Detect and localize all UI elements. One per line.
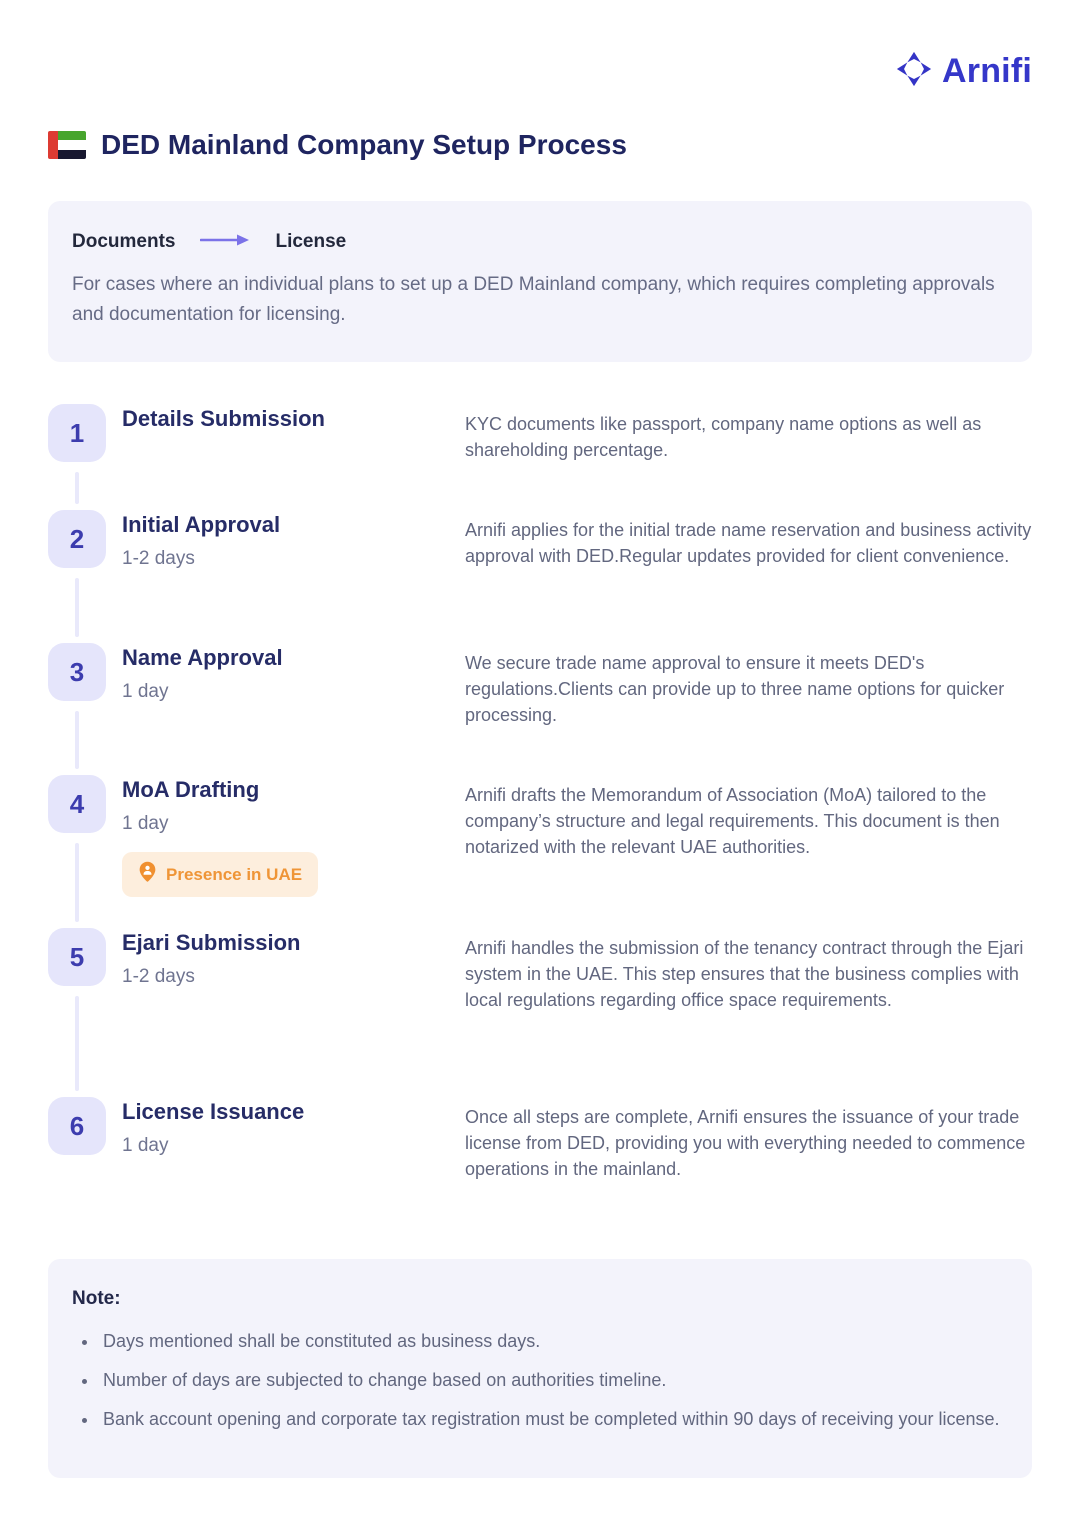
step-title: Name Approval [122,645,283,670]
step-license-issuance [48,1097,1032,1197]
note-item: • Days mentioned shall be constituted as business days. [99,1327,1004,1355]
step-title: License Issuance [122,1099,305,1124]
note-heading: Note: [72,1288,121,1309]
overview-flow [72,231,1004,253]
step-title: Initial Approval [122,512,281,537]
step-number-badge: 1 [48,404,106,462]
step-description: Arnifi applies for the initial trade name reservation and business activity approval with DED.Regular updates provided for client convenience. [465,520,1032,566]
timeline-connector [75,711,79,769]
brand-logo [895,50,1032,93]
flow-from-label: Documents [72,231,176,252]
presence-in-uae-badge [122,852,318,897]
step-initial-approval [48,510,1032,643]
step-name-approval [48,643,1032,775]
step-title: Details Submission [122,406,325,431]
step-duration: 1-2 days [122,966,195,987]
step-description: Arnifi drafts the Memorandum of Association (MoA) tailored to the company’s structure and legal requirements. This document is then notarized with the relevant UAE authorities. [465,785,1000,857]
step-title: Ejari Submission [122,930,301,955]
overview-panel [48,201,1032,362]
timeline-connector [75,843,79,922]
timeline-connector [75,996,79,1091]
note-item: • Number of days are subjected to change based on authorities timeline. [99,1366,1004,1394]
steps-timeline [48,404,1032,1197]
timeline-connector [75,472,79,504]
step-description: We secure trade name approval to ensure it meets DED's regulations.Clients can provide up to three name options for quicker processing. [465,653,1005,725]
arrow-right-icon [200,231,250,253]
uae-flag-icon [48,131,86,159]
note-list [72,1327,1004,1433]
presence-badge-label: Presence in UAE [166,864,303,884]
step-duration: 1-2 days [122,548,195,569]
step-title: MoA Drafting [122,777,260,802]
brand-name: Arnifi [942,52,1032,90]
step-duration: 1 day [122,681,169,702]
step-number-badge: 2 [48,510,106,568]
four-point-star-icon [895,50,933,93]
step-description: Once all steps are complete, Arnifi ensures the issuance of your trade license from DED, providing you with everything needed to commence operations in the mainland. [465,1107,1026,1179]
step-number-badge: 4 [48,775,106,833]
step-duration: 1 day [122,1135,169,1156]
step-details-submission [48,404,1032,510]
step-ejari-submission [48,928,1032,1097]
step-number-badge: 6 [48,1097,106,1155]
note-item: • Bank account opening and corporate tax registration must be completed within 90 days of receiving your license. [99,1405,1004,1433]
flow-to-label: License [275,231,347,252]
step-description: KYC documents like passport, company name options as well as shareholding percentage. [465,414,982,460]
step-number-badge: 5 [48,928,106,986]
step-moa-drafting [48,775,1032,928]
timeline-connector [75,578,79,637]
note-panel [48,1259,1032,1478]
step-description: Arnifi handles the submission of the tenancy contract through the Ejari system in the UAE. This step ensures that the business complies with local regulations regarding office space requirements. [465,938,1024,1010]
location-pin-person-icon [138,861,157,888]
overview-description: For cases where an individual plans to set up a DED Mainland company, which requires completing approvals and documentation for licensing. [72,274,995,325]
title-row [48,129,1032,161]
page-title: DED Mainland Company Setup Process [101,129,627,160]
step-number-badge: 3 [48,643,106,701]
step-duration: 1 day [122,813,169,834]
logo-row [48,0,1032,93]
